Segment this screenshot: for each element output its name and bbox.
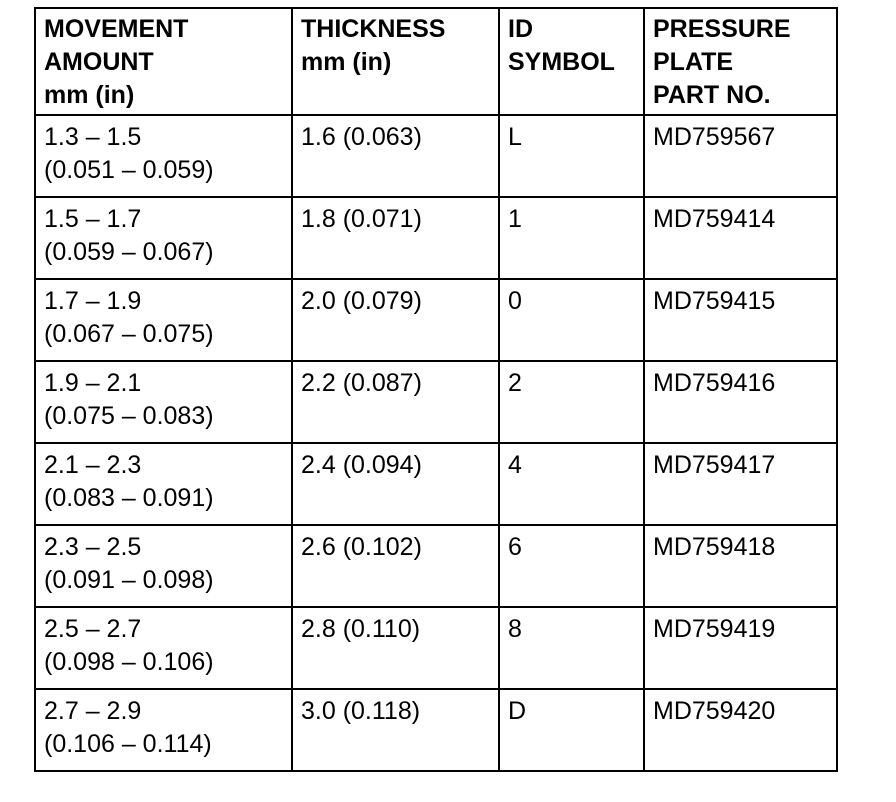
- table-row: [35, 361, 837, 443]
- movement-mm: 2.3 – 2.5: [44, 533, 142, 561]
- movement-cell: [35, 689, 292, 771]
- header-line: ID: [508, 15, 533, 43]
- part-no-cell: MD759416: [644, 361, 837, 443]
- movement-in: (0.051 – 0.059): [44, 156, 214, 184]
- table-row: [35, 525, 837, 607]
- thickness-cell: 2.0 (0.079): [292, 279, 499, 361]
- header-line: THICKNESS: [301, 15, 446, 43]
- header-part-no: [644, 8, 837, 115]
- thickness-cell: 2.8 (0.110): [292, 607, 499, 689]
- movement-cell: [35, 197, 292, 279]
- movement-cell: [35, 115, 292, 197]
- movement-mm: 1.7 – 1.9: [44, 287, 142, 315]
- thickness-cell: 2.4 (0.094): [292, 443, 499, 525]
- table-row: [35, 607, 837, 689]
- part-no-cell: MD759414: [644, 197, 837, 279]
- thickness-cell: 2.2 (0.087): [292, 361, 499, 443]
- movement-cell: [35, 525, 292, 607]
- movement-mm: 2.5 – 2.7: [44, 615, 142, 643]
- id-symbol-cell: 6: [499, 525, 644, 607]
- table-row: [35, 443, 837, 525]
- header-line: MOVEMENT: [44, 15, 189, 43]
- thickness-cell: 2.6 (0.102): [292, 525, 499, 607]
- header-line: AMOUNT: [44, 48, 154, 76]
- movement-cell: [35, 361, 292, 443]
- part-no-cell: MD759415: [644, 279, 837, 361]
- movement-mm: 2.7 – 2.9: [44, 697, 142, 725]
- table-body: [35, 115, 837, 771]
- movement-mm: 1.5 – 1.7: [44, 205, 142, 233]
- id-symbol-cell: 0: [499, 279, 644, 361]
- header-thickness: [292, 8, 499, 115]
- header-line: PLATE: [653, 48, 734, 76]
- thickness-cell: 1.6 (0.063): [292, 115, 499, 197]
- header-line: PART NO.: [653, 81, 771, 109]
- table-header: [35, 8, 837, 115]
- part-no-cell: MD759418: [644, 525, 837, 607]
- part-no-cell: MD759567: [644, 115, 837, 197]
- header-row: [35, 8, 837, 115]
- movement-mm: 1.9 – 2.1: [44, 369, 142, 397]
- id-symbol-cell: 4: [499, 443, 644, 525]
- header-id-symbol: [499, 8, 644, 115]
- movement-in: (0.075 – 0.083): [44, 402, 214, 430]
- movement-mm: 2.1 – 2.3: [44, 451, 142, 479]
- movement-in: (0.059 – 0.067): [44, 238, 214, 266]
- pressure-plate-selection-table: [34, 7, 838, 772]
- movement-mm: 1.3 – 1.5: [44, 123, 142, 151]
- header-line: mm (in): [301, 48, 392, 76]
- header-line: PRESSURE: [653, 15, 791, 43]
- table-row: [35, 197, 837, 279]
- part-no-cell: MD759420: [644, 689, 837, 771]
- movement-cell: [35, 443, 292, 525]
- id-symbol-cell: 8: [499, 607, 644, 689]
- id-symbol-cell: D: [499, 689, 644, 771]
- table-row: [35, 279, 837, 361]
- movement-in: (0.067 – 0.075): [44, 320, 214, 348]
- part-no-cell: MD759419: [644, 607, 837, 689]
- header-line: mm (in): [44, 81, 135, 109]
- table-row: [35, 115, 837, 197]
- id-symbol-cell: L: [499, 115, 644, 197]
- movement-in: (0.083 – 0.091): [44, 484, 214, 512]
- header-movement-amount: [35, 8, 292, 115]
- movement-in: (0.106 – 0.114): [44, 730, 212, 758]
- table-row: [35, 689, 837, 771]
- movement-cell: [35, 279, 292, 361]
- movement-cell: [35, 607, 292, 689]
- header-line: SYMBOL: [508, 48, 615, 76]
- id-symbol-cell: 1: [499, 197, 644, 279]
- thickness-cell: 1.8 (0.071): [292, 197, 499, 279]
- id-symbol-cell: 2: [499, 361, 644, 443]
- movement-in: (0.091 – 0.098): [44, 566, 214, 594]
- part-no-cell: MD759417: [644, 443, 837, 525]
- thickness-cell: 3.0 (0.118): [292, 689, 499, 771]
- movement-in: (0.098 – 0.106): [44, 648, 214, 676]
